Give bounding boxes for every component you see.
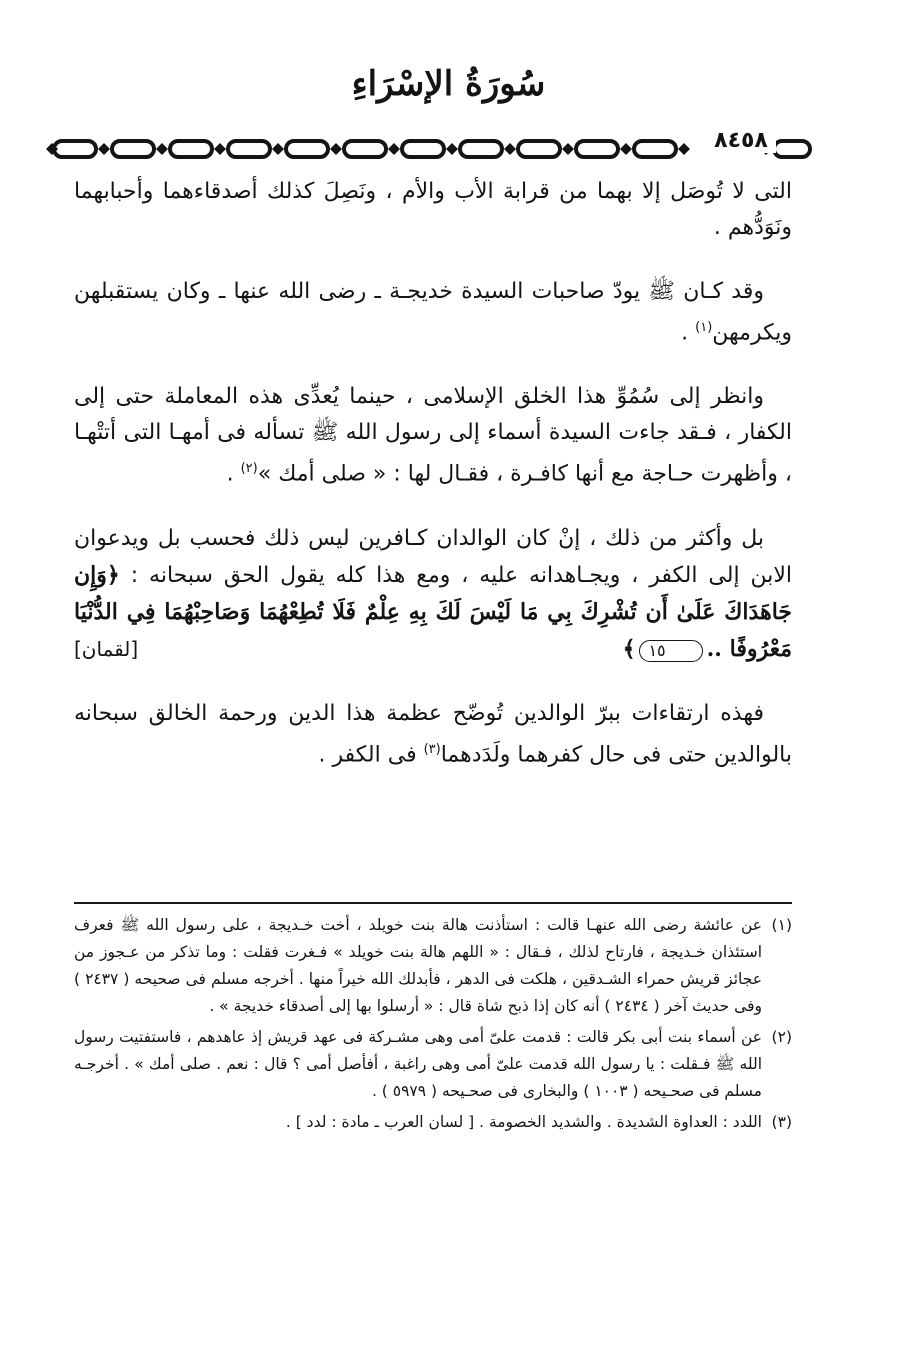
footnote-marker: (٣) (423, 741, 441, 757)
paragraph-1 (74, 174, 792, 246)
paragraph-2 (74, 274, 792, 351)
footnote-number: (٢) (771, 1028, 792, 1046)
footnote-3 (74, 1109, 792, 1136)
footnotes (74, 912, 792, 1140)
sentence-end: فى الكفر . (318, 741, 424, 767)
surah-reference: [لقمان] (74, 636, 139, 661)
paragraph-3 (74, 379, 792, 492)
footnote-number: (١) (771, 916, 792, 934)
footnote-2 (74, 1024, 792, 1105)
footnote-number: (٣) (771, 1113, 792, 1131)
footnote-text: اللدد : العداوة الشديدة . والشديد الخصومة . [ لسان العرب ـ مادة : لدد ] . (285, 1113, 762, 1131)
paragraph-text: وانظر إلى سُمُوِّ هذا الخلق الإسلامى ، حينما يُعدِّى هذه المعاملة حتى إلى الكفار ، فـقد جاءت السيدة أسماء إلى رسول الله ﷺ تسأله فى أمهـا التى أتتْهـا ، وأظهرت حـاجة مع أنها كافـرة ، فقـال لها : « صلى أمك » (74, 384, 792, 487)
quran-bracket-close: ﴾ (622, 635, 636, 662)
paragraph-text: فهذه ارتقاءات ببرّ الوالدين تُوضّح عظمة هذا الدين ورحمة الخالق سبحانه بالوالدين حتى فى حال كفرهما ولَدَدهما (74, 700, 792, 767)
footnote-marker: (٢) (240, 461, 258, 477)
surah-title: سُورَةُ الإسْرَاءِ (351, 64, 546, 104)
sentence-end: . (681, 320, 696, 346)
quran-verse: ﴿وَإِن جَاهَدَاكَ عَلَىٰ أَن تُشْرِكَ بِي مَا لَيْسَ لَكَ بِهِ عِلْمٌ فَلَا تُطِعْهُمَا وَصَاحِبْهُمَا فِي الدُّنْيَا مَعْرُوفًا .. (74, 561, 792, 662)
paragraph-4 (74, 521, 792, 668)
paragraph-text: وقد كـان ﷺ يودّ صاحبات السيدة خديجـة ـ رضى الله عنها ـ وكان يستقبلهن ويكرمهن (74, 279, 792, 346)
footnote-divider (74, 902, 792, 904)
main-text (74, 174, 792, 801)
chain-ornament-divider (46, 132, 816, 166)
footnote-1 (74, 912, 792, 1020)
footnote-marker: (١) (695, 320, 713, 335)
verse-number-badge: ١٥ (639, 640, 702, 662)
footnote-text: عن عائشة رضى الله عنهـا قالت : استأذنت هالة بنت خويلد ، أخت خـديجة ، على رسول الله ﷺ فعرف استئذان خـديجة ، فارتاح لذلك ، فـقال : « اللهم هالة بنت خويلد » فـغرت فقلت : وما تذكر من عـجوز من عجائز قريش حمراء الشـدقين ، هلكت فى الدهر ، فأبدلك الله خيراً منها . أخرجه مسلم فى صحيحه ( ٢٤٣٧ ) وفى حديث آخر ( ٢٤٣٤ ) أنه كان إذا ذبح شاة قال : « أرسلوا بها إلى أصدقاء خديجة » . (74, 916, 762, 1015)
sentence-end: . (226, 461, 241, 487)
paragraph-text: بل وأكثر من ذلك ، إنْ كان الوالدان كـافرين ليس ذلك فحسب بل ويدعوان الابن إلى الكفر ، ويجـاهدانه عليه ، ومع هذا كله يقول الحق سبحانه : (74, 525, 792, 588)
page-number: ٨٤٥٨ (706, 128, 776, 153)
footnote-text: عن أسماء بنت أبى بكر قالت : قدمت علىّ أمى وهى مشـركة فى عهد قريش إذ عاهدهم ، فاستفتيت رسول الله ﷺ فـقلت : يا رسول الله قدمت علىّ أمى وهى راغبة ، أفأصل أمى ؟ قال : نعم . صلى أمك » . أخرجـه مسلم فى صحـيحه ( ١٠٠٣ ) والبخارى فى صحـيحه ( ٥٩٧٩ ) . (74, 1028, 762, 1100)
paragraph-text: التى لا تُوصَل إلا بهما من قرابة الأب والأم ، ونَصِلَ كذلك أصدقاءهما وأحبابهما ونَوَدُّهم . (74, 179, 792, 240)
paragraph-5 (74, 696, 792, 773)
